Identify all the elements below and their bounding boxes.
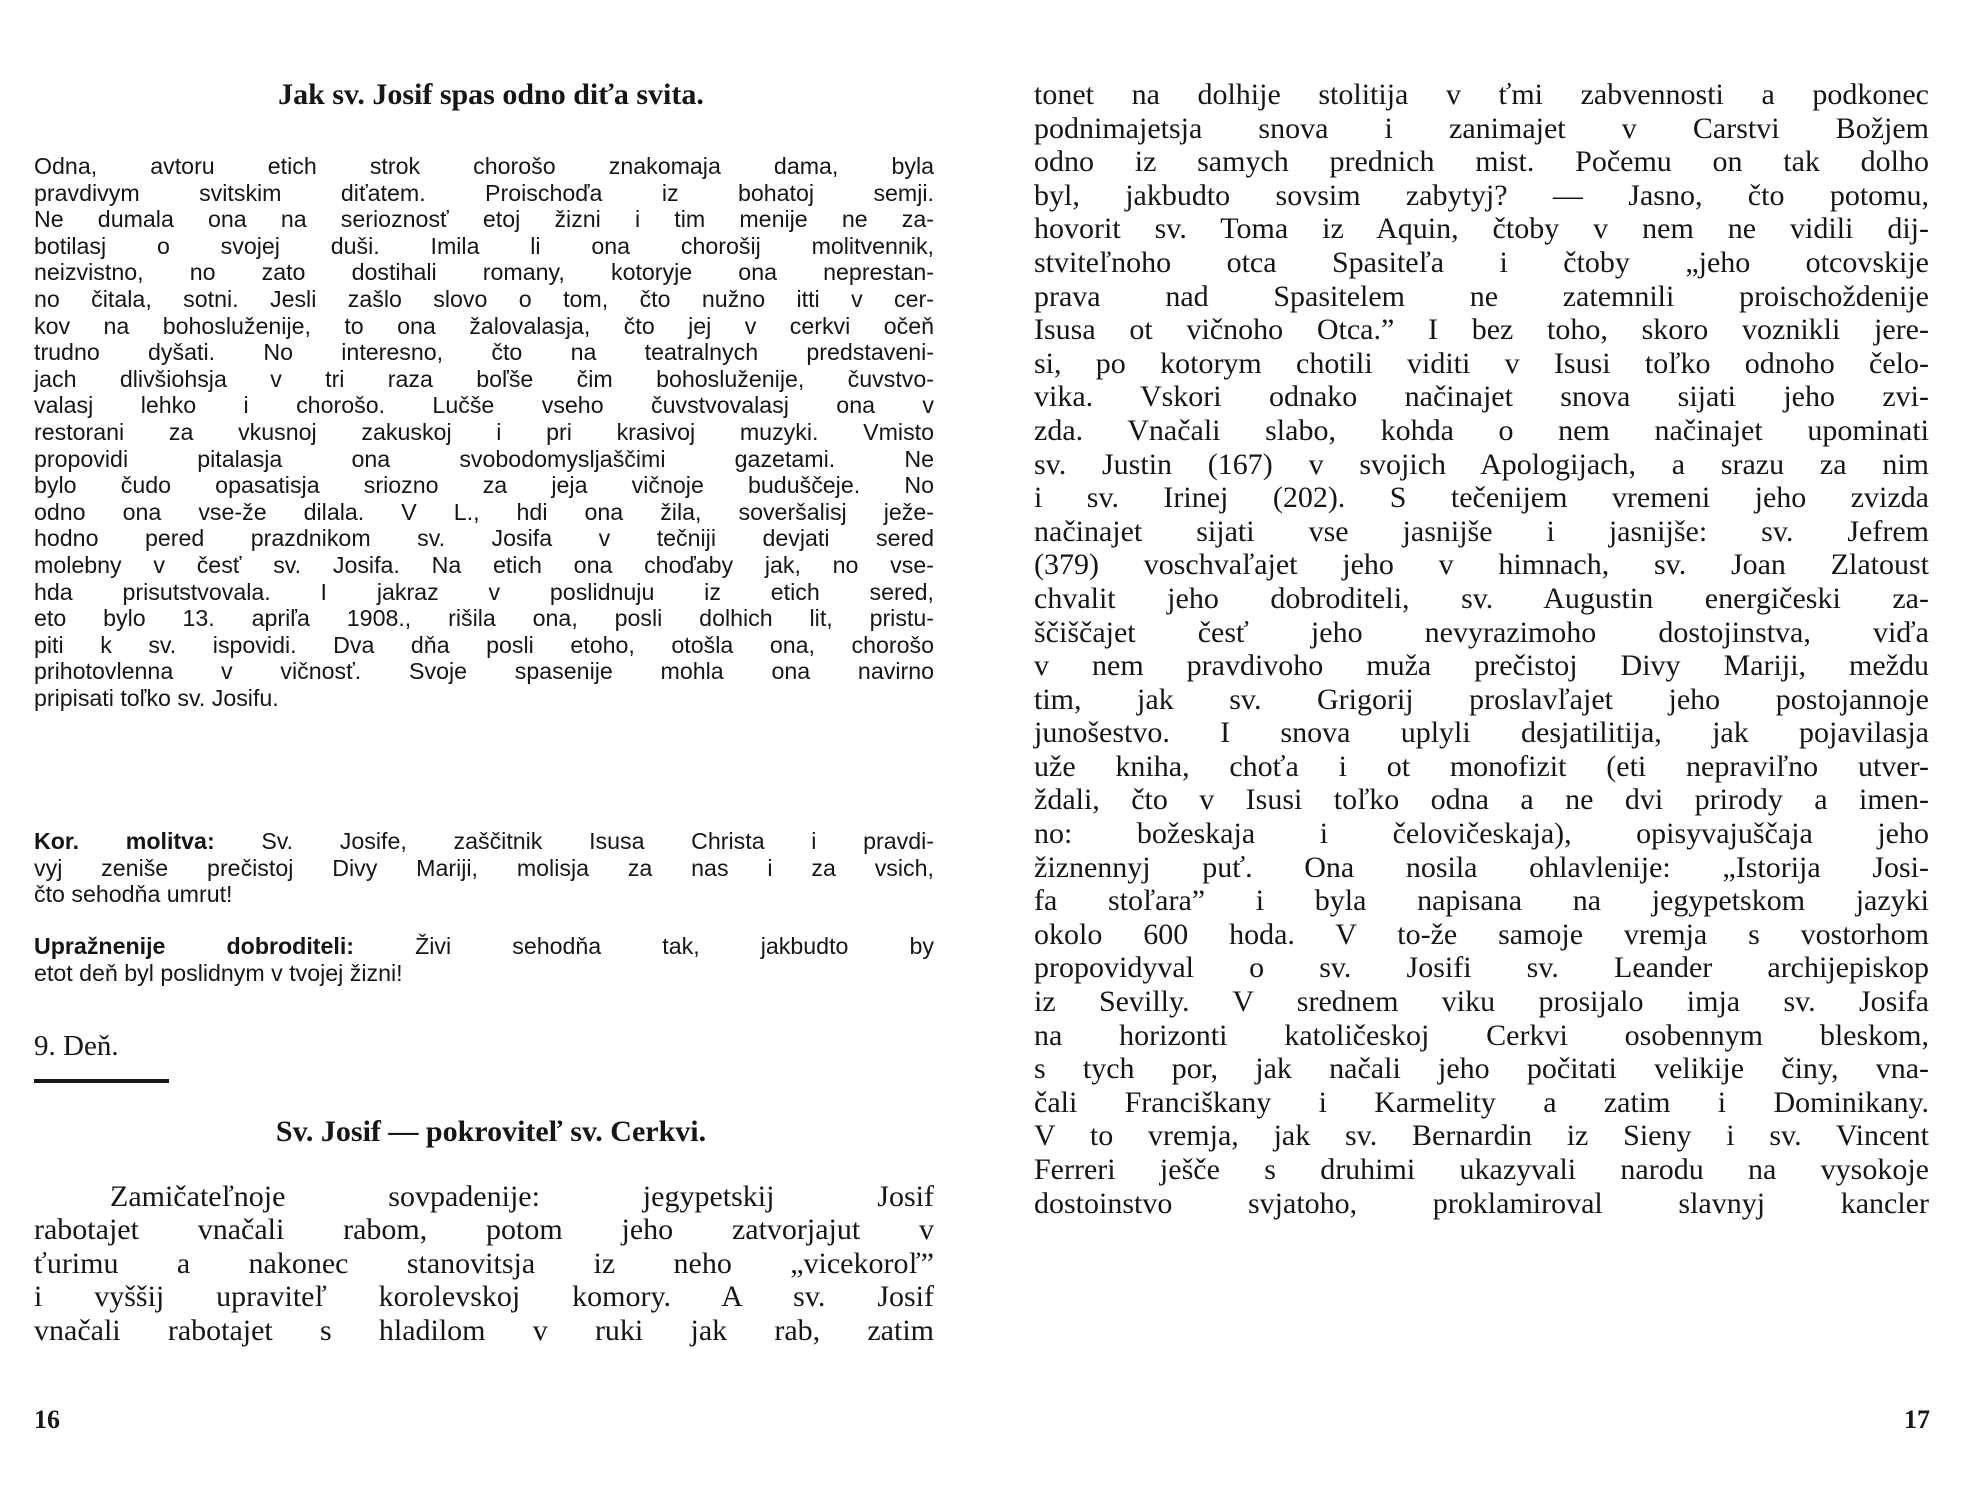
text-line: čto sehodňa umrut! bbox=[34, 881, 233, 908]
text-line: pripisati toľko sv. Josifu. bbox=[34, 684, 279, 711]
text-line: propovidi pitalasja ona svobodomysljaščimi gazetami. Ne bbox=[34, 445, 934, 472]
text-line: no čitala, sotni. Jesli zašlo slovo o tom, čto nužno itti v cer- bbox=[34, 285, 934, 312]
text-line: trudno dyšati. No interesno, čto na teatralnych predstaveni- bbox=[34, 339, 934, 366]
text-line: ťurimu a nakonec stanovitsja iz neho „vicekoroľ” bbox=[34, 1246, 934, 1280]
text-line: etot deň byl poslidnym v tvojej žizni! bbox=[34, 959, 403, 986]
text-line: tonet na dolhije stolitija v ťmi zabvennosti a podkonec bbox=[1034, 78, 1929, 111]
story-paragraph bbox=[34, 153, 934, 711]
text-line: botilasj o svojej duši. Imila li ona chorošij molitvennik, bbox=[34, 232, 934, 259]
section-title: Sv. Josif — pokroviteľ sv. Cerkvi. bbox=[275, 1115, 707, 1148]
text-line: odno iz samych prednich mist. Počemu on tak dolho bbox=[1034, 145, 1929, 179]
text-line: (379) voschvaľajet jeho v himnach, sv. Joan Zlatoust bbox=[1034, 548, 1929, 582]
text-line: Ne dumala ona na serioznosť etoj žizni i tim menije ne za- bbox=[34, 206, 934, 233]
text-line: no: božeskaja i čelovičeskaja), opisyvajuščaja jeho bbox=[1034, 817, 1929, 851]
prayer-paragraph bbox=[34, 828, 934, 908]
text-line: okolo 600 hoda. V to-že samoje vremja s vostorhom bbox=[1034, 917, 1929, 951]
page-number: 16 bbox=[34, 1405, 60, 1434]
text-line: s tych por, jak načali jeho počitati velikije činy, vna- bbox=[1034, 1052, 1929, 1086]
text-line: hovorit sv. Toma iz Aquin, čtoby v nem ne vidili dij- bbox=[1034, 212, 1929, 246]
text-line: V to vremja, jak sv. Bernardin iz Sieny i sv. Vincent bbox=[1034, 1119, 1929, 1153]
text-line: vnačali rabotajet s hladilom v ruki jak rab, zatim bbox=[34, 1313, 934, 1347]
text-line: podnimajetsja snova i zanimajet v Carstvi Božjem bbox=[1034, 111, 1929, 145]
text-line: molebny v česť sv. Josifa. Na etich ona choďaby jak, no vse- bbox=[34, 551, 934, 578]
continued-paragraph bbox=[1034, 78, 1929, 1220]
text-line: hodno pered prazdnikom sv. Josifa v tečniji devjati sered bbox=[34, 525, 934, 552]
text-line: tim, jak sv. Grigorij proslavľajet jeho postojannoje bbox=[1034, 682, 1929, 716]
text-line: Ferreri ješče s druhimi ukazyvali narodu na vysokoje bbox=[1034, 1153, 1929, 1186]
text-line: bylo čudo opasatisja sriozno za jeja vičnoje buduščeje. No bbox=[34, 472, 934, 499]
text-line: piti k sv. ispovidi. Dva dňa posli etoho, otošla ona, chorošo bbox=[34, 631, 934, 658]
text-line bbox=[34, 933, 934, 960]
text-line: iz Sevilly. V srednem viku prosijalo imja sv. Josifa bbox=[1034, 985, 1929, 1019]
text-line: prava nad Spasitelem ne zatemnili proischoždenije bbox=[1034, 279, 1929, 313]
text-line: valasj lehko i chorošo. Lučše vseho čuvstvovalasj ona v bbox=[34, 392, 934, 419]
text-line: i sv. Irinej (202). S tečenijem vremeni jeho zvizda bbox=[1034, 481, 1929, 515]
section-paragraph bbox=[34, 1180, 934, 1347]
heading-rule bbox=[34, 1079, 169, 1083]
right-page bbox=[982, 0, 1964, 1500]
exercise-text: Živi sehodňa tak, jakbudto by bbox=[354, 933, 934, 959]
text-line: i vyššij upraviteľ korolevskoj komory. A sv. Josif bbox=[34, 1280, 934, 1314]
chapter-title: Jak sv. Josif spas odno diťa svita. bbox=[278, 78, 704, 111]
text-line: eto bylo 13. apriľa 1908., rišila ona, posli dolhich lit, pristu- bbox=[34, 605, 934, 632]
text-line: ždali, čto v Isusi toľko odna a ne dvi prirody a imen- bbox=[1034, 783, 1929, 817]
text-line: prihotovlenna v vičnosť. Svoje spasenije mohla ona navirno bbox=[34, 658, 934, 685]
text-line: zda. Vnačali slabo, kohda o nem načinajet upominati bbox=[1034, 413, 1929, 447]
text-line: kov na bohosluženije, to ona žalovalasja, čto jej v cerkvi očeň bbox=[34, 312, 934, 339]
text-line: jach dlivšiohsja v tri raza boľše čim bohosluženije, čuvstvo- bbox=[34, 365, 934, 392]
text-line: si, po kotorym chotili viditi v Isusi toľko odnoho čelo- bbox=[1034, 346, 1929, 380]
text-line: rabotajet vnačali rabom, potom jeho zatvorjajut v bbox=[34, 1213, 934, 1247]
text-line: na horizonti katoličeskoj Cerkvi osobennym bleskom, bbox=[1034, 1018, 1929, 1052]
text-line: neizvistno, no zato dostihali romany, kotoryje ona neprestan- bbox=[34, 259, 934, 286]
text-line: Isusa ot vičnoho Otca.” I bez toho, skoro voznikli jere- bbox=[1034, 313, 1929, 347]
text-line: junošestvo. I snova uplyli desjatilitija, jak pojavilasja bbox=[1034, 716, 1929, 750]
text-line bbox=[34, 828, 934, 855]
text-line: propovidyval o sv. Josifi sv. Leander archijepiskop bbox=[1034, 951, 1929, 985]
day-heading: 9. Deň. bbox=[34, 1030, 119, 1062]
exercise-paragraph bbox=[34, 933, 934, 986]
text-line: ščiščajet česť jeho nevyrazimoho dostojinstva, viďa bbox=[1034, 615, 1929, 649]
text-line: vika. Vskori odnako načinajet snova sijati jeho zvi- bbox=[1034, 380, 1929, 414]
text-line: načinajet sijati vse jasnijše i jasnijše: sv. Jefrem bbox=[1034, 514, 1929, 548]
text-line: dostoinstvo svjatoho, proklamiroval slavnyj kancler bbox=[1034, 1186, 1929, 1220]
text-line: stviteľnoho otca Spasiteľa i čtoby „jeho otcovskije bbox=[1034, 245, 1929, 279]
text-line: čali Franciškany i Karmelity a zatim i Dominikany. bbox=[1034, 1085, 1929, 1119]
prayer-label: Kor. molitva: bbox=[34, 828, 215, 854]
text-line: odno ona vse-že dilala. V L., hdi ona žila, soveršalisj ježe- bbox=[34, 498, 934, 525]
text-line: sv. Justin (167) v svojich Apologijach, a srazu za nim bbox=[1034, 447, 1929, 481]
text-line: Odna, avtoru etich strok chorošo znakomaja dama, byla bbox=[34, 153, 934, 179]
text-line: chvalit jeho dobroditeli, sv. Augustin energičeski za- bbox=[1034, 581, 1929, 615]
prayer-text: Sv. Josife, zaščitnik Isusa Christa i pravdi- bbox=[214, 828, 934, 854]
text-line: uže kniha, choťa i ot monofizit (eti nepraviľno utver- bbox=[1034, 749, 1929, 783]
text-line: vyj zeniše prečistoj Divy Mariji, molisja za nas i za vsich, bbox=[34, 854, 934, 881]
page-number: 17 bbox=[1904, 1405, 1930, 1434]
text-line: pravdivym svitskim diťatem. Proischoďa iz bohatoj semji. bbox=[34, 179, 934, 206]
exercise-label: Upražnenije dobroditeli: bbox=[34, 933, 355, 959]
text-line: restorani za vkusnoj zakuskoj i pri krasivoj muzyki. Vmisto bbox=[34, 418, 934, 445]
text-line: hda prisutstvovala. I jakraz v poslidnuju iz etich sered, bbox=[34, 578, 934, 605]
text-line: fa stoľara” i byla napisana na jegypetskom jazyki bbox=[1034, 884, 1929, 918]
text-line: Zamičateľnoje sovpadenije: jegypetskij Josif bbox=[110, 1180, 934, 1213]
text-line: žiznennyj puť. Ona nosila ohlavlenije: „Istorija Josi- bbox=[1034, 850, 1929, 884]
text-line: v nem pravdivoho muža prečistoj Divy Mariji, meždu bbox=[1034, 649, 1929, 683]
text-line: byl, jakbudto sovsim zabytyj? — Jasno, čto potomu, bbox=[1034, 178, 1929, 212]
